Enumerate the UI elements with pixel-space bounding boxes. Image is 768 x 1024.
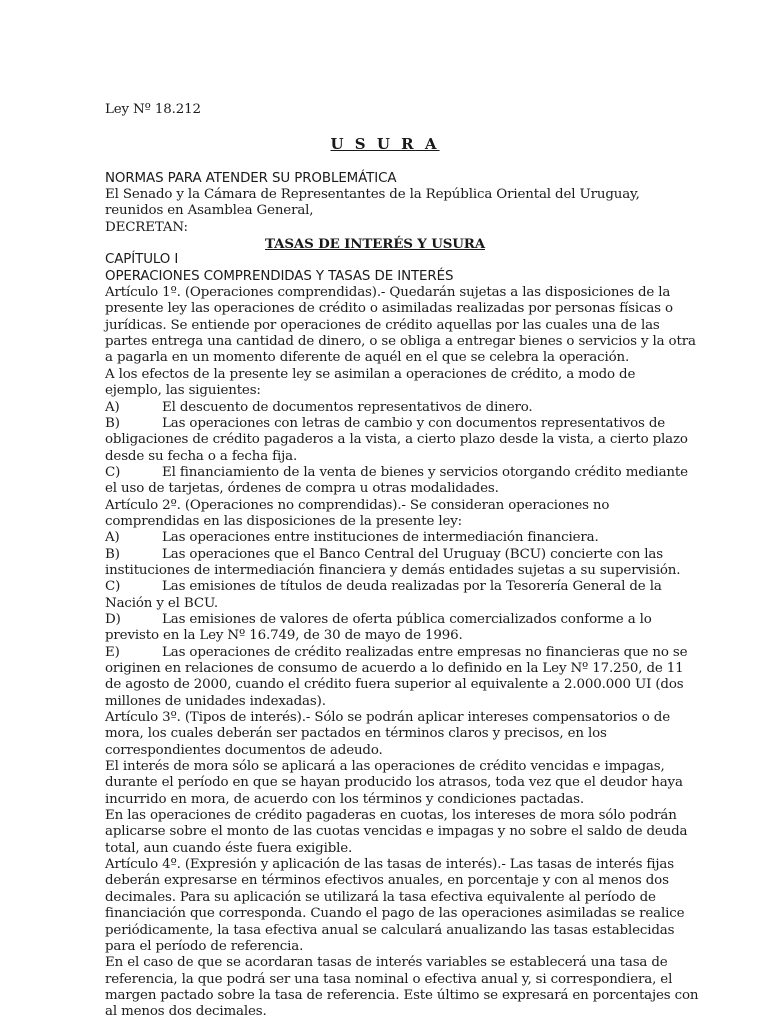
article-3-text: Artículo 3º. (Tipos de interés).- Sólo se podrán aplicar intereses compensatorios o de — [105, 710, 670, 726]
article-1-text: ejemplo, las siguientes: — [105, 383, 261, 399]
preamble-line: El Senado y la Cámara de Representantes de la República Oriental del Uruguay, — [105, 187, 640, 203]
article-4-text: decimales. Para su aplicación se utilizará la tasa efectiva equivalente al período de — [105, 889, 656, 905]
list-letter: B) — [105, 546, 120, 562]
list-item-text: Las operaciones que el Banco Central del Uruguay (BCU) concierte con las — [162, 546, 663, 562]
list-item-text: de agosto de 2000, cuando el crédito fuera superior al equivalente a 2.000.000 UI (dos — [105, 677, 684, 693]
list-item — [105, 415, 666, 432]
list-item-text: Las operaciones entre instituciones de intermediación financiera. — [162, 530, 599, 546]
article-3-text: aplicarse sobre el monto de las cuotas vencidas e impagas y no sobre el saldo de deuda — [105, 824, 688, 840]
list-item-text: desde su fecha o a fecha fija. — [105, 448, 298, 464]
article-1-text: Artículo 1º. (Operaciones comprendidas).- Quedarán sujetas a las disposiciones de la — [105, 285, 671, 301]
list-letter: B) — [105, 415, 120, 431]
section-title: TASAS DE INTERÉS Y USURA — [265, 236, 485, 253]
article-4-text: para el período de referencia. — [105, 938, 304, 954]
article-2-text: comprendidas en las disposiciones de la presente ley: — [105, 513, 463, 529]
list-item — [105, 611, 652, 628]
article-1-text: partes entrega una cantidad de dinero, o se obliga a entregar bienes o servicios y la otra — [105, 334, 696, 350]
list-letter: A) — [105, 399, 120, 415]
list-item-text: originen en relaciones de consumo de acuerdo a lo definido en la Ley Nº 17.250, de 11 — [105, 661, 684, 676]
article-4-text: referencia, la que podrá ser una tasa nominal o efectiva anual y, si correspondiera, el — [105, 971, 673, 987]
article-4-text: deberán expresarse en términos efectivos anuales, en porcentaje y con al menos dos — [105, 873, 669, 889]
list-item-text: El descuento de documentos representativos de dinero. — [162, 399, 533, 415]
article-1-text: a pagarla en un momento diferente de aquél en el que se celebra la operación. — [105, 350, 630, 366]
list-letter: A) — [105, 530, 120, 546]
document-page — [105, 102, 699, 1021]
preamble-line: reunidos en Asamblea General, — [105, 203, 314, 219]
article-4-text: margen pactado sobre la tasa de referencia. Este último se expresará en porcentajes con — [105, 987, 699, 1003]
list-letter: C) — [105, 464, 121, 480]
article-4-text: Artículo 4º. (Expresión y aplicación de las tasas de interés).- Las tasas de interés fijas — [105, 857, 674, 873]
list-item — [105, 644, 688, 661]
article-1-text: A los efectos de la presente ley se asimilan a operaciones de crédito, a modo de — [105, 366, 636, 382]
list-item — [105, 530, 645, 546]
list-item-text: obligaciones de crédito pagaderos a la vista, a cierto plazo desde la vista, a cierto plazo — [105, 432, 688, 448]
list-item-text: Las emisiones de títulos de deuda realizadas por la Tesorería General de la — [162, 579, 662, 595]
article-3-text: En las operaciones de crédito pagaderas en cuotas, los intereses de mora sólo podrán — [105, 808, 677, 824]
article-3-text: total, aun cuando éste fuera exigible. — [105, 840, 353, 856]
list-letter: C) — [105, 579, 121, 595]
list-letter: E) — [105, 644, 120, 660]
article-4-text: periódicamente, la tasa efectiva anual se calculará anualizando las tasas establecidas — [105, 922, 675, 938]
article-3-text: incurrido en mora, de acuerdo con los términos y condiciones pactadas. — [105, 791, 584, 807]
list-item-text: Las operaciones de crédito realizadas entre empresas no financieras que no se — [162, 644, 688, 660]
list-item — [105, 546, 663, 563]
list-item — [105, 579, 662, 595]
list-item-text: Nación y el BCU. — [105, 595, 218, 611]
article-4-text: En el caso de que se acordaran tasas de interés variables se establecerá una tasa de — [105, 955, 668, 971]
article-4-text: financiación que corresponda. Cuando el pago de las operaciones asimiladas se realice — [105, 906, 685, 922]
list-letter: D) — [105, 611, 121, 627]
article-3-text: correspondientes documentos de adeudo. — [105, 742, 383, 758]
list-item-text: instituciones de intermediación financiera y demás entidades sujetas a su supervisión. — [105, 562, 681, 578]
list-item — [105, 464, 688, 481]
article-1-text: presente ley las operaciones de crédito o asimiladas realizadas por personas físicas o — [105, 301, 673, 317]
article-3-text: durante el período en que se hayan producido los atrasos, toda vez que el deudor haya — [105, 775, 683, 791]
decree-label: DECRETAN: — [105, 219, 188, 235]
chapter-title: OPERACIONES COMPRENDIDAS Y TASAS DE INTERÉS — [105, 268, 454, 284]
article-1-text: jurídicas. Se entiende por operaciones de crédito aquellas por las cuales una de las — [105, 317, 660, 333]
chapter-heading: CAPÍTULO I — [105, 252, 179, 268]
list-item-text: previsto en la Ley Nº 16.749, de 30 de mayo de 1996. — [105, 628, 463, 644]
article-3-text: El interés de mora sólo se aplicará a las operaciones de crédito vencidas e impagas, — [105, 759, 665, 775]
document-title: U S U R A — [330, 135, 440, 154]
article-2-text: Artículo 2º. (Operaciones no comprendidas).- Se consideran operaciones no — [105, 497, 610, 513]
list-item-text: Las operaciones con letras de cambio y con documentos representativos de — [162, 415, 666, 431]
subtitle: NORMAS PARA ATENDER SU PROBLEMÁTICA — [105, 170, 397, 186]
list-item-text: millones de unidades indexadas). — [105, 693, 326, 709]
law-number: Ley Nº 18.212 — [105, 102, 201, 117]
article-4-text: al menos dos decimales. — [105, 1004, 267, 1020]
list-item-text: El financiamiento de la venta de bienes y servicios otorgando crédito mediante — [162, 464, 688, 480]
article-3-text: mora, los cuales deberán ser pactados en términos claros y precisos, en los — [105, 726, 607, 742]
list-item-text: Las emisiones de valores de oferta pública comercializados conforme a lo — [162, 611, 652, 627]
list-item-text: el uso de tarjetas, órdenes de compra u otras modalidades. — [105, 481, 499, 497]
list-item — [105, 400, 645, 416]
